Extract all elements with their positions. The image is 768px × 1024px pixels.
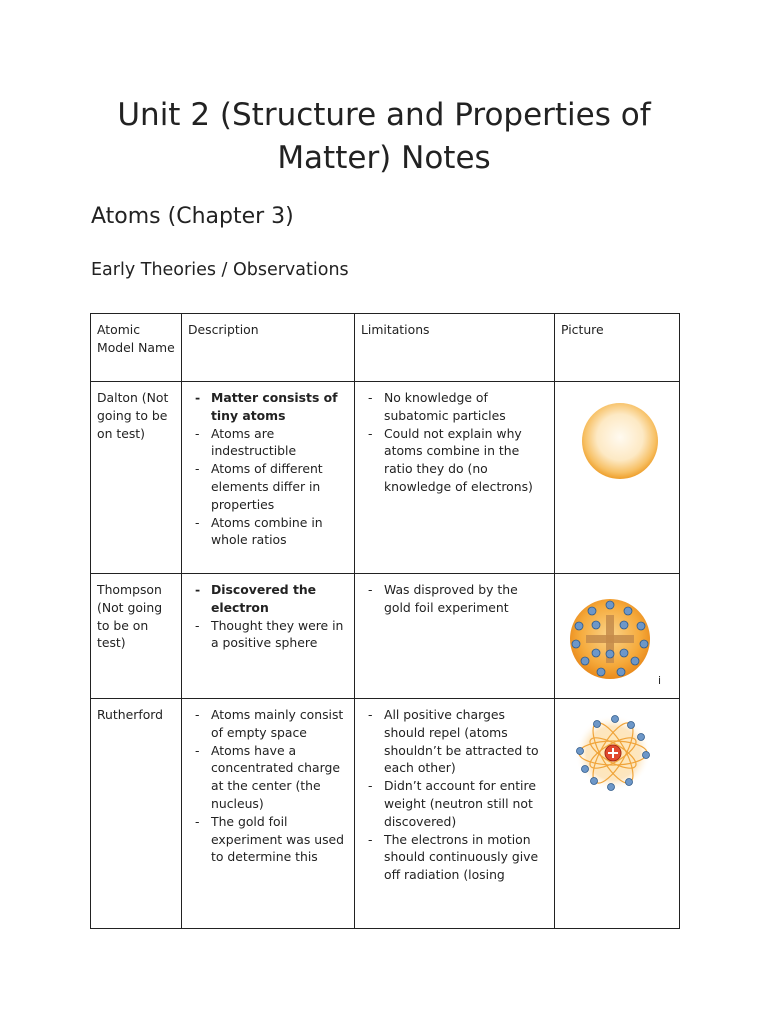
limitations-cell [355,382,555,574]
limitation-item: - No knowledge of subatomic particles [361,389,548,425]
atomic-models-table [90,313,680,929]
picture-cell [555,574,680,699]
title-line-1: Unit 2 (Structure and Properties of [117,97,651,133]
header-limitations: Limitations [355,314,555,382]
section-subheading: Early Theories / Observations [91,260,349,280]
limitation-item: - Didn’t account for entire weight (neutron still not discovered) [361,777,548,830]
table-row [91,699,680,929]
limitation-item: - Was disproved by the gold foil experiment [361,581,548,617]
description-item: - Matter consists of tiny atoms [188,389,348,425]
header-picture: Picture [555,314,680,382]
limitations-cell [355,699,555,929]
table-header-row [91,314,680,382]
table-row [91,382,680,574]
table-row [91,574,680,699]
header-model-name: Atomic Model Name [91,314,182,382]
model-name-cell: Rutherford [91,699,182,929]
dalton-solid-sphere-icon [575,396,665,486]
picture-cell [555,699,680,929]
limitation-item: - The electrons in motion should continuously give off radiation (losing [361,831,548,884]
description-item: - Atoms have a concentrated charge at the center (the nucleus) [188,742,348,813]
description-item: - Discovered the electron [188,581,348,617]
description-item: - Thought they were in a positive sphere [188,617,348,653]
description-cell [182,574,355,699]
document-title [60,94,708,180]
plum-pudding-atom-icon [565,594,655,684]
model-name-cell: Dalton (Not going to be on test) [91,382,182,574]
description-cell [182,699,355,929]
section-heading: Atoms (Chapter 3) [91,204,294,229]
title-line-2: Matter) Notes [277,140,491,176]
header-description: Description [182,314,355,382]
picture-note: i [657,674,661,688]
model-name-cell: Thompson (Not going to be on test) [91,574,182,699]
description-cell [182,382,355,574]
description-item: - Atoms of different elements differ in properties [188,460,348,513]
description-item: - Atoms combine in whole ratios [188,514,348,550]
description-item: - Atoms mainly consist of empty space [188,706,348,742]
limitations-cell [355,574,555,699]
picture-cell [555,382,680,574]
nuclear-atom-icon [571,711,655,795]
description-item: - The gold foil experiment was used to determine this [188,813,348,866]
limitation-item: - All positive charges should repel (atoms shouldn’t be attracted to each other) [361,706,548,777]
limitation-item: - Could not explain why atoms combine in the ratio they do (no knowledge of electrons) [361,425,548,496]
description-item: - Atoms are indestructible [188,425,348,461]
